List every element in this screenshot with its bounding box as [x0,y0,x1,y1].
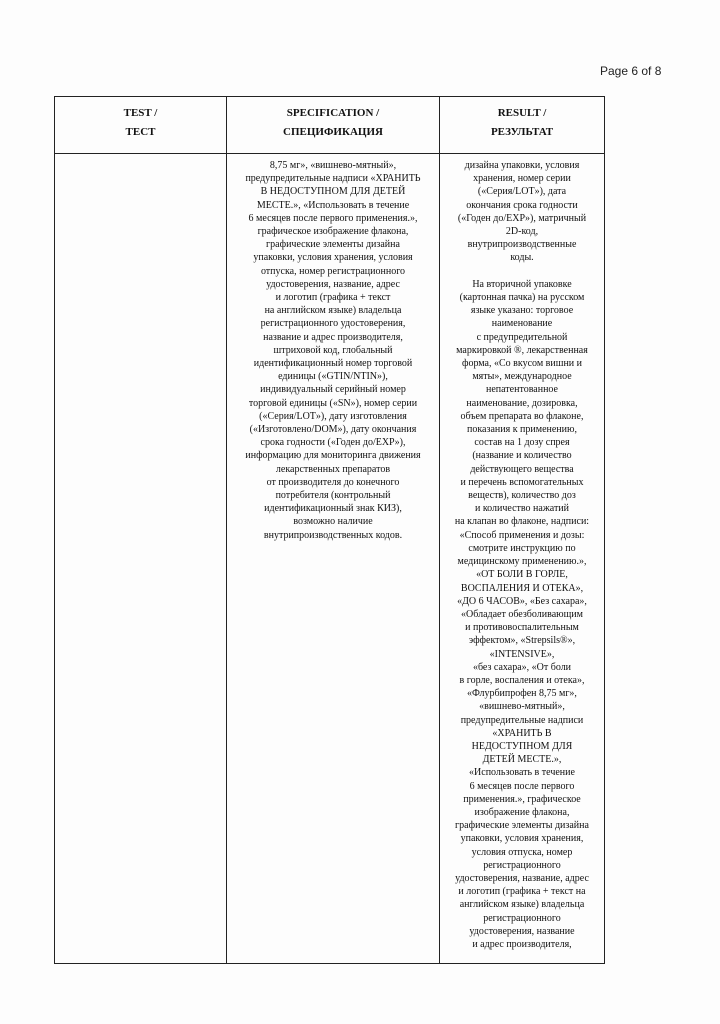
table-row [55,154,605,964]
result-text: дизайна упаковки, условия хранения, номер серии («Серия/LOT»), дата окончания срока годности («Годен до/EXP»), матричный 2D-код, внутрипроизводственные коды. На вторичной упаковке (картонная пачка) на русском языке указано: торговое наименование с предупредительной маркировкой ®, лекарственная форма, «Со вкусом вишни и мяты», международное непатентованное наименование, дозировка, объем препарата во флаконе, показания к применению, состав на 1 дозу спрея (название и количество действующего вещества и перечень вспомогательных веществ), количество доз и количество нажатий на клапан во флаконе, надписи: «Способ применения и дозы: смотрите инструкцию по медицинскому применению.», «ОТ БОЛИ В ГОРЛЕ, ВОСПАЛЕНИЯ И ОТЕКА», «ДО 6 ЧАСОВ», «Без сахара», «Обладает обезболивающим и противовоспалительным эффектом», «Strepsils®», «INTENSIVE», «без сахара», «От боли в горле, воспаления и отека», «Флурбипрофен 8,75 мг», «вишнево-мятный», предупредительные надписи «ХРАНИТЬ В НЕДОСТУПНОМ ДЛЯ ДЕТЕЙ МЕСТЕ.», «Использовать в течение 6 месяцев после первого применения.», графическое изображение флакона, графические элементы дизайна упаковки, условия хранения, условия отпуска, номер регистрационного удостоверения, название, адрес и логотип (графика + текст на английском языке) владельца регистрационного удостоверения, название и адрес производителя, [454,160,590,950]
header-result-ru: РЕЗУЛЬТАТ [490,126,554,138]
header-specification [227,97,440,154]
header-test-en: TEST / [123,107,158,119]
header-specification-en: SPECIFICATION / [286,107,380,119]
result-cell [440,154,605,964]
table-header-row [55,97,605,154]
header-test-ru: ТЕСТ [125,126,156,138]
test-cell [55,154,227,964]
page-number: Page 6 of 8 [600,64,662,78]
specification-cell [227,154,440,964]
header-result-en: RESULT / [497,107,547,119]
header-test [55,97,227,154]
specification-table [54,96,605,964]
header-specification-ru: СПЕЦИФИКАЦИЯ [283,126,383,138]
header-result [440,97,605,154]
specification-text: 8,75 мг», «вишнево-мятный», предупредительные надписи «ХРАНИТЬ В НЕДОСТУПНОМ ДЛЯ ДЕТЕЙ МЕСТЕ.», «Использовать в течение 6 месяцев после первого применения.», графическое изображение флакона, графические элементы дизайна упаковки, условия хранения, условия отпуска, номер регистрационного удостоверения, название, адрес и логотип (графика + текст на английском языке) владельца регистрационного удостоверения, название и адрес производителя, штриховой код, глобальный идентификационный номер торговой единицы («GTIN/NTIN»), индивидуальный серийный номер торговой единицы («SN»), номер серии («Серия/LOT»), дату изготовления («Изготовлено/DOM»), дату окончания срока годности («Годен до/EXP»), информацию для мониторинга движения лекарственных препаратов от производителя до конечного потребителя (контрольный идентификационный знак КИЗ), возможно наличие внутрипроизводственных кодов. [245,160,421,541]
